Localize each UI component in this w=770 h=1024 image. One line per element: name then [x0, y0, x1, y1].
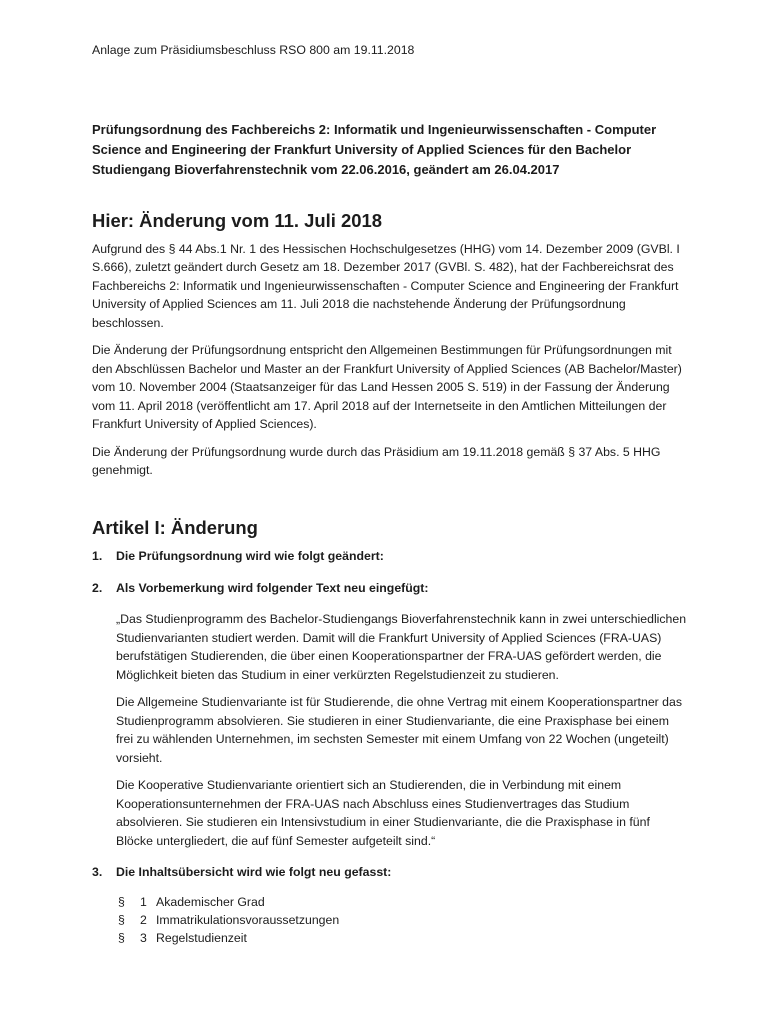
- toc-number: 2: [140, 912, 147, 927]
- toc-title: Immatrikulationsvoraussetzungen: [156, 912, 340, 927]
- table-of-contents: [118, 893, 688, 947]
- section-symbol: §: [118, 912, 125, 927]
- toc-number: 3: [140, 930, 147, 945]
- list-item-text: Die Prüfungsordnung wird wie folgt geändert:: [116, 549, 384, 563]
- list-item-text: Die Inhaltsübersicht wird wie folgt neu gefasst:: [116, 865, 392, 879]
- section-symbol: §: [118, 894, 125, 909]
- paragraph-approval: Die Änderung der Prüfungsordnung wurde durch das Präsidium am 19.11.2018 gemäß § 37 Abs. 5 HHG genehmigt.: [92, 444, 661, 477]
- list-item: [92, 547, 688, 566]
- toc-title: Regelstudienzeit: [156, 930, 247, 945]
- quote-paragraph: „Das Studienprogramm des Bachelor-Studiengangs Bioverfahrenstechnik kann in zwei unterschiedlichen Studienvarianten studiert werden. Damit will die Frankfurt University of Applied Sciences (FRA-UAS) berufstätigen Studierenden, die über einen Kooperationspartner der FRA-UAS gefördert werden, die Möglichkeit bieten das Studium in einer verkürzten Regelstudienzeit zu studieren.: [116, 612, 687, 682]
- document-title: Prüfungsordnung des Fachbereichs 2: Informatik und Ingenieurwissenschaften - Computer Science and Engineering der Frankfurt University of Applied Sciences für den Bachelor Studiengang Bioverfahrenstechnik vom 22.06.2016, geändert am 26.04.2017: [92, 122, 657, 177]
- inserted-text-block: [116, 610, 688, 850]
- paragraph-legal-basis: Aufgrund des § 44 Abs.1 Nr. 1 des Hessischen Hochschulgesetzes (HHG) vom 14. Dezember 2009 (GVBl. I S.666), zuletzt geändert durch Gesetz am 18. Dezember 2017 (GVBl. S. 482), hat der Fachbereichsrat des Fachbereichs 2: Informatik und Ingenieurwissenschaften - Computer Science and Engineering der Frankfurt University of Applied Sciences am 11. Juli 2018 die nachstehende Änderung der Prüfungsordnung beschlossen.: [92, 241, 680, 330]
- section-symbol: §: [118, 930, 125, 945]
- artikel-heading: Artikel I: Änderung: [92, 516, 258, 538]
- list-item-number: 1.: [92, 549, 103, 563]
- list-item-number: 3.: [92, 865, 103, 879]
- sub-heading: Hier: Änderung vom 11. Juli 2018: [92, 210, 382, 231]
- toc-entry: [118, 911, 688, 929]
- toc-title: Akademischer Grad: [156, 894, 265, 909]
- toc-entry: [118, 929, 688, 947]
- document-body: [92, 212, 688, 947]
- list-item-text: Als Vorbemerkung wird folgender Text neu eingefügt:: [116, 580, 429, 595]
- header-line: Anlage zum Präsidiumsbeschluss RSO 800 am 19.11.2018: [92, 43, 415, 57]
- toc-number: 1: [140, 894, 147, 909]
- toc-entry: [118, 893, 688, 911]
- list-item: [92, 863, 688, 882]
- quote-paragraph: Die Allgemeine Studienvariante ist für Studierende, die ohne Vertrag mit einem Kooperationspartner das Studienprogramm absolvieren. Sie studieren in einer Studienvariante, die eine Praxisphase bei einem frei zu wählenden Unternehmen, im sechsten Semester mit einem Umfang von 22 Wochen (ungeteilt) vorsieht.: [116, 695, 682, 765]
- paragraph-general-provisions: Die Änderung der Prüfungsordnung entspricht den Allgemeinen Bestimmungen für Prüfungsordnungen mit den Abschlüssen Bachelor und Master an der Frankfurt University of Applied Sciences (AB Bachelor/Master) vom 10. November 2004 (Staatsanzeiger für das Land Hessen 2005 S. 519) in der Fassung der Änderung vom 11. April 2018 (veröffentlicht am 17. April 2018 auf der Internetseite in den Amtlichen Mitteilungen der Frankfurt University of Applied Sciences).: [92, 343, 682, 431]
- quote-paragraph: Die Kooperative Studienvariante orientiert sich an Studierenden, die in Verbindung mit einem Kooperationsunternehmen der FRA-UAS nach Abschluss eines Studienvertrages das Studium absolvieren. Sie studieren ein Intensivstudium in einer Studienvariante, die die Praxisphase in fünf Blöcke untergliedert, die auf fünf Semester aufgeteilt sind.“: [116, 778, 650, 848]
- list-item-number: 2.: [92, 580, 103, 595]
- list-item: [92, 579, 688, 598]
